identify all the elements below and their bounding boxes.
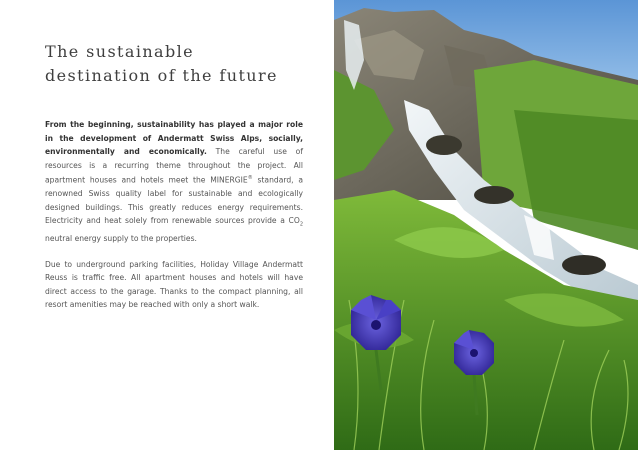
alpine-photo: [334, 0, 638, 450]
paragraph-lead: From the beginning, sustainability has played a major role in the development of Andermatt Swiss Alps, socially, environmentally and economically.: [45, 120, 303, 156]
alpine-waterfall-gentian-photo-icon: [334, 0, 638, 450]
co2-subscript: 2: [299, 221, 303, 228]
paragraph-text-c: neutral energy supply to the properties.: [45, 234, 197, 244]
registered-mark: ®: [247, 175, 253, 181]
paragraph-text-a: The careful use of resources is a recurring theme throughout the project. All apartment houses and hotels meet the MINERGIE: [45, 147, 303, 185]
paragraph-traffic-free: Due to underground parking facilities, Holiday Village Andermatt Reuss is traffic free. All apartment houses and hotels will have direct access to the garage. Thanks to the compact planning, all resort amenities may be reached with only a short walk.: [45, 259, 303, 310]
title-line-2: destination of the future: [45, 66, 278, 85]
page-title: [45, 40, 304, 88]
title-line-1: The sustainable: [45, 42, 195, 61]
paragraph-sustainability: [45, 118, 303, 246]
body-text: [45, 118, 303, 312]
paragraph-text-b: standard, a renowned Swiss quality label for sustainable and ecologically designed buildings. This greatly reduces energy requirements. Electricity and heat solely from renewable sources provide a CO: [45, 175, 303, 226]
